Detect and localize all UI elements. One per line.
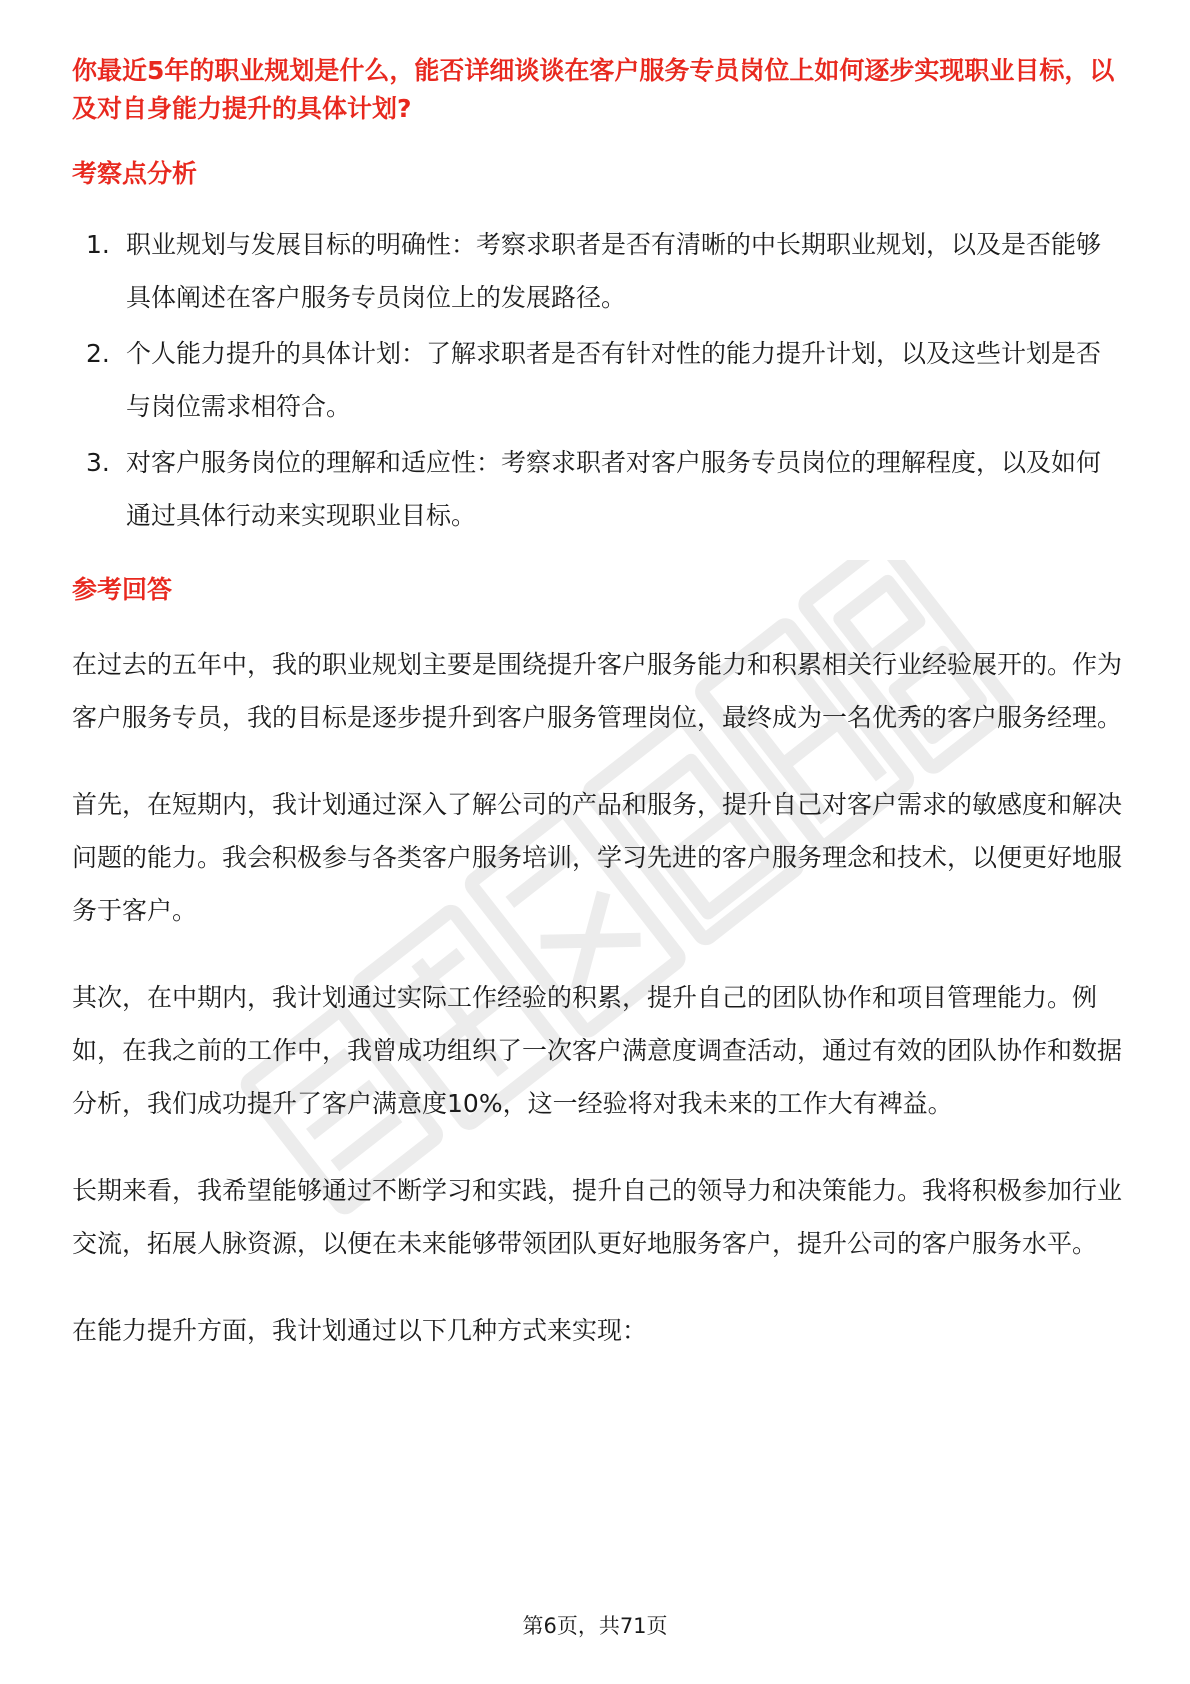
analysis-item-number: 2. <box>86 339 110 368</box>
page-number-footer: 第6页，共71页 <box>522 1614 668 1638</box>
analysis-item-text: 职业规划与发展目标的明确性：考察求职者是否有清晰的中长期职业规划，以及是否能够具体阐述在客户服务专员岗位上的发展路径。 <box>126 230 1102 312</box>
answer-paragraph: 其次，在中期内，我计划通过实际工作经验的积累，提升自己的团队协作和项目管理能力。例如，在我之前的工作中，我曾成功组织了一次客户满意度调查活动，通过有效的团队协作和数据分析，我们成功提升了客户满意度10%，这一经验将对我未来的工作大有裨益。 <box>72 983 1123 1118</box>
answer-paragraph: 首先，在短期内，我计划通过深入了解公司的产品和服务，提升自己对客户需求的敏感度和解决问题的能力。我会积极参与各类客户服务培训，学习先进的客户服务理念和技术，以便更好地服务于客户。 <box>72 790 1123 925</box>
analysis-item-number: 1. <box>86 230 110 259</box>
analysis-item-text: 个人能力提升的具体计划：了解求职者是否有针对性的能力提升计划，以及这些计划是否与岗位需求相符合。 <box>126 339 1102 421</box>
analysis-list <box>72 218 1122 542</box>
answer-paragraph: 在过去的五年中，我的职业规划主要是围绕提升客户服务能力和积累相关行业经验展开的。作为客户服务专员，我的目标是逐步提升到客户服务管理岗位，最终成为一名优秀的客户服务经理。 <box>72 650 1123 732</box>
answer-paragraph: 在能力提升方面，我计划通过以下几种方式来实现： <box>72 1316 648 1345</box>
answer-heading: 参考回答 <box>72 575 173 604</box>
analysis-item <box>72 218 1122 324</box>
document-content <box>72 52 1122 1357</box>
analysis-item-text: 对客户服务岗位的理解和适应性：考察求职者对客户服务专员岗位的理解程度，以及如何通过具体行动来实现职业目标。 <box>126 448 1102 530</box>
analysis-item <box>72 436 1122 542</box>
question-title: 你最近5年的职业规划是什么，能否详细谈谈在客户服务专员岗位上如何逐步实现职业目标，以及对自身能力提升的具体计划? <box>72 56 1115 123</box>
analysis-item-number: 3. <box>86 448 110 477</box>
answer-paragraph: 长期来看，我希望能够通过不断学习和实践，提升自己的领导力和决策能力。我将积极参加行业交流，拓展人脉资源，以便在未来能够带领团队更好地服务客户，提升公司的客户服务水平。 <box>72 1176 1123 1258</box>
analysis-item <box>72 327 1122 433</box>
analysis-heading: 考察点分析 <box>72 159 198 188</box>
